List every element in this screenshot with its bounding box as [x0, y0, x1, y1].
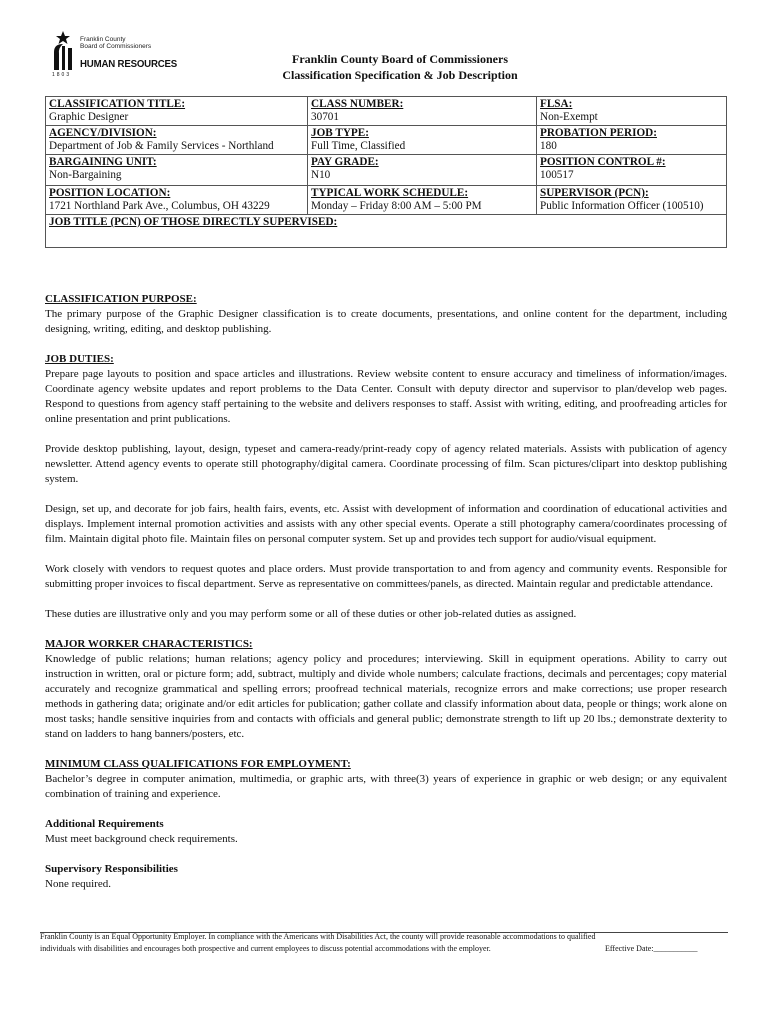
cell-label: JOB TYPE:: [311, 127, 369, 139]
cell-label: JOB TITLE (PCN) OF THOSE DIRECTLY SUPERVISED:: [49, 216, 338, 228]
supervisory-section: [45, 862, 727, 892]
table-row: [46, 215, 727, 248]
cell-label: CLASSIFICATION TITLE:: [49, 98, 186, 110]
cell-value: N10: [311, 169, 331, 181]
logo-year: 1803: [52, 72, 72, 78]
cell-value: 1721 Northland Park Ave., Columbus, OH 43229: [49, 200, 270, 212]
section-heading: CLASSIFICATION PURPOSE:: [45, 293, 197, 305]
cell-value: Non-Bargaining: [49, 169, 122, 181]
paragraph: None required.: [45, 878, 111, 890]
cell-label: FLSA:: [540, 98, 573, 110]
cell-value: 180: [540, 140, 557, 152]
paragraph: Provide desktop publishing, layout, design, typeset and camera-ready/print-ready copy of agency related materials. Assists with publication of agency newsletter. Attend agency events to operate still photography/digital camera. Coordinate processing of film. Scan pictures/clipart into desktop publishing system.: [45, 443, 727, 485]
job-info-table: [45, 96, 727, 248]
section-heading: JOB DUTIES:: [45, 353, 114, 365]
cell-value: 100517: [540, 169, 574, 181]
duties-section: [45, 352, 727, 622]
section-heading: MINIMUM CLASS QUALIFICATIONS FOR EMPLOYMENT:: [45, 758, 351, 770]
pay-grade-cell: [308, 155, 537, 186]
section-heading: Additional Requirements: [45, 818, 164, 830]
table-row: [46, 155, 727, 186]
effective-date: [605, 944, 698, 953]
paragraph: Bachelor’s degree in computer animation, multimedia, or graphic arts, with three(3) years of experience in graphic or web design; or any equivalent combination of training and experience.: [45, 773, 727, 800]
document-header: [0, 51, 770, 83]
supervised-cell: [46, 215, 727, 248]
class-number-cell: [308, 97, 537, 126]
section-heading: Supervisory Responsibilities: [45, 863, 178, 875]
logo-line1: Franklin County: [80, 36, 126, 43]
effective-date-blank: ___________: [653, 944, 698, 953]
effective-date-label: Effective Date:: [605, 944, 654, 953]
cell-label: BARGAINING UNIT:: [49, 156, 157, 168]
position-control-cell: [537, 155, 727, 186]
cell-value: Non-Exempt: [540, 111, 598, 123]
schedule-cell: [308, 186, 537, 215]
flsa-cell: [537, 97, 727, 126]
characteristics-section: [45, 637, 727, 742]
cell-value: Department of Job & Family Services - Northland: [49, 140, 274, 152]
table-row: [46, 97, 727, 126]
classification-title-cell: [46, 97, 308, 126]
cell-label: AGENCY/DIVISION:: [49, 127, 157, 139]
job-type-cell: [308, 126, 537, 155]
cell-label: PROBATION PERIOD:: [540, 127, 657, 139]
additional-requirements-section: [45, 817, 727, 847]
cell-value: Public Information Officer (100510): [540, 200, 704, 212]
table-row: [46, 126, 727, 155]
table-row: [46, 186, 727, 215]
paragraph: Must meet background check requirements.: [45, 833, 238, 845]
cell-label: POSITION LOCATION:: [49, 187, 171, 199]
paragraph: Work closely with vendors to request quotes and place orders. Must provide transportation to and from agency and community events. Responsible for submitting proper invoices to fiscal department. Serve as representative on committees/panels, as directed. Maintain regular and predictable attendance.: [45, 563, 727, 590]
header-title: Franklin County Board of Commissioners: [291, 52, 509, 66]
job-description-body: [45, 292, 727, 892]
cell-value: Full Time, Classified: [311, 140, 406, 152]
qualifications-section: [45, 757, 727, 802]
cell-label: CLASS NUMBER:: [311, 98, 404, 110]
cell-value: 30701: [311, 111, 339, 123]
cell-label: TYPICAL WORK SCHEDULE:: [311, 187, 469, 199]
paragraph: The primary purpose of the Graphic Designer classification is to create documents, presentations, and online content for the department, including designing, writing, editing, and desktop publishing.: [45, 308, 727, 335]
cell-label: PAY GRADE:: [311, 156, 379, 168]
footer-eeo-statement: Franklin County is an Equal Opportunity Employer. In compliance with the Americans with Disabilities Act, the county will provide reasonable accommodations to qualified individuals with disabilities and encourages both prospective and current employees to discuss potential accommodations with the employer.: [40, 932, 596, 953]
location-cell: [46, 186, 308, 215]
cell-value: Graphic Designer: [49, 111, 129, 123]
section-heading: MAJOR WORKER CHARACTERISTICS:: [45, 638, 253, 650]
agency-cell: [46, 126, 308, 155]
supervisor-cell: [537, 186, 727, 215]
purpose-section: [45, 292, 727, 337]
cell-label: POSITION CONTROL #:: [540, 156, 666, 168]
logo-name: HUMAN RESOURCES: [80, 58, 178, 70]
paragraph: Prepare page layouts to position and space articles and illustrations. Review website content to ensure accuracy and timeliness of information/images. Coordinate agency website updates and report problems to the Data Center. Consult with deputy director and supervisor to plan/develop web pages. Respond to questions from agency staff pertaining to the website and delivers responses to staff. Assist with writing, editing, and proofreading articles for online presentation and print publications.: [45, 368, 727, 425]
header-subtitle: Classification Specification & Job Description: [282, 68, 518, 82]
cell-value: Monday – Friday 8:00 AM – 5:00 PM: [311, 200, 482, 212]
paragraph: These duties are illustrative only and you may perform some or all of these duties or other job-related duties as assigned.: [45, 608, 577, 620]
paragraph: Knowledge of public relations; human relations; agency policy and procedures; interviewing. Skill in equipment operations. Ability to carry out instruction in written, oral or picture form; add, subtract, multiply and divide whole numbers; calculate fractions, decimals and percentages; copy material accurately and recognize grammatical and spelling errors; proofread technical materials, recognize errors and make corrections; use proper research methods in gathering data; originate and/or edit articles for publication; gather collate and classify information about data, people or things; work alone on most tasks; handle sensitive inquiries from and contacts with officials and general public; demonstrate strength to lift up 20 lbs.; demonstrate dexterity to stand on ladders to hang banners/posters, etc.: [45, 653, 727, 740]
bargaining-cell: [46, 155, 308, 186]
paragraph: Design, set up, and decorate for job fairs, health fairs, events, etc. Assist with development of information and coordination of educational activities and displays. Implement internal promotion activities and assists with any other special events. Operate a still photography camera/coordinates processing of film. Maintain digital photo file. Maintain files on personal computer system. Set up and provides tech support for audio/visual equipment.: [45, 503, 727, 545]
probation-cell: [537, 126, 727, 155]
logo-line2: Board of Commissioners: [80, 43, 152, 50]
cell-label: SUPERVISOR (PCN):: [540, 187, 649, 199]
